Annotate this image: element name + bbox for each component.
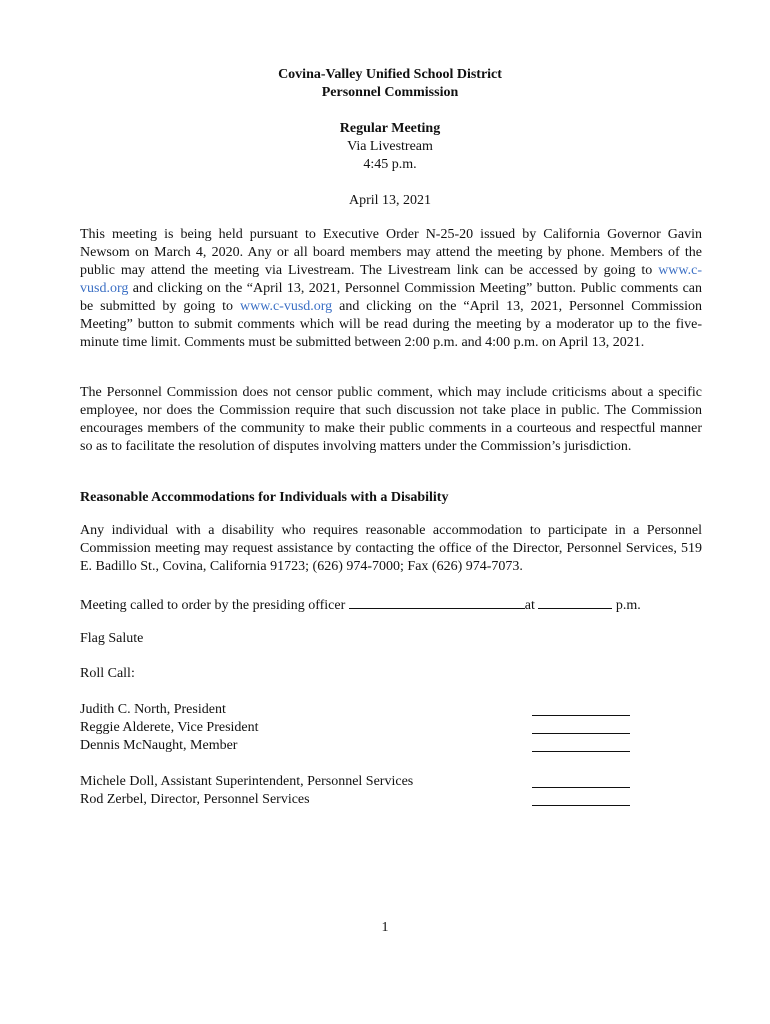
roll-call-staff: Michele Doll, Assistant Superintendent, Personnel Services xyxy=(80,774,414,789)
intro-paragraph xyxy=(80,226,702,352)
attendance-blank xyxy=(532,805,630,806)
attendance-blank xyxy=(532,715,630,716)
website-link-2[interactable]: www.c-vusd.org xyxy=(240,299,333,314)
meeting-date: April 13, 2021 xyxy=(348,193,432,208)
website-link-1[interactable]: www.c-vusd.org xyxy=(80,263,702,296)
accommodations-heading: Reasonable Accommodations for Individuals with a Disability xyxy=(80,490,449,505)
document-header xyxy=(80,66,700,102)
presiding-officer-blank xyxy=(349,594,525,609)
accommodations-paragraph: Any individual with a disability who requires reasonable accommodation to participate in a Personnel Commission meeting may request assistance by contacting the office of the Director, Personnel Services, 519 E. Badillo St., Covina, California 91723; (626) 974-7000; Fax (626) 974-7073. xyxy=(80,523,702,574)
flag-salute: Flag Salute xyxy=(80,631,144,646)
roll-call-member: Reggie Alderete, Vice President xyxy=(80,720,259,735)
meeting-type: Regular Meeting xyxy=(339,121,441,136)
call-to-order-at: at xyxy=(524,598,535,613)
roll-call-staff: Rod Zerbel, Director, Personnel Services xyxy=(80,792,310,807)
call-to-order-line xyxy=(80,594,641,615)
attendance-blank xyxy=(532,751,630,752)
time-blank xyxy=(538,594,612,609)
page-number: 1 xyxy=(381,920,389,935)
censor-paragraph: The Personnel Commission does not censor public comment, which may include criticisms about a specific employee, nor does the Commission require that such discussion not take place in public. The Commission encourages members of the community to make their public comments in a courteous and respectful manner so as to facilitate the resolution of disputes involving matters under the Commission’s jurisdiction. xyxy=(80,385,702,454)
attendance-blank xyxy=(532,787,630,788)
meeting-info xyxy=(80,120,700,174)
intro-text-1: This meeting is being held pursuant to Executive Order N-25-20 issued by California Governor Gavin Newsom on March 4, 2020. Any or all board members may attend the meeting by phone. Members of the public may attend the meeting via Livestream. The Livestream link can be accessed by going to xyxy=(80,227,702,278)
intro-text-2: and clicking on the “April 13, 2021, Personnel Commission Meeting” button. Public comments can be submitted by going to xyxy=(80,281,702,314)
roll-call-member: Judith C. North, President xyxy=(80,702,226,717)
call-to-order-pm: p.m. xyxy=(615,598,641,613)
call-to-order-label: Meeting called to order by the presiding officer xyxy=(80,598,346,613)
meeting-venue: Via Livestream xyxy=(347,139,433,154)
district-name: Covina-Valley Unified School District xyxy=(278,67,502,82)
roll-call-label: Roll Call: xyxy=(80,666,135,681)
meeting-time: 4:45 p.m. xyxy=(363,157,417,172)
roll-call-member: Dennis McNaught, Member xyxy=(80,738,238,753)
intro-text-3: and clicking on the “April 13, 2021, Personnel Commission Meeting” button to submit comments which will be read during the meeting by a moderator up to the five-minute time limit. Comments must be submitted between 2:00 p.m. and 4:00 p.m. on April 13, 2021. xyxy=(80,299,702,350)
commission-name: Personnel Commission xyxy=(321,85,459,100)
attendance-blank xyxy=(532,733,630,734)
